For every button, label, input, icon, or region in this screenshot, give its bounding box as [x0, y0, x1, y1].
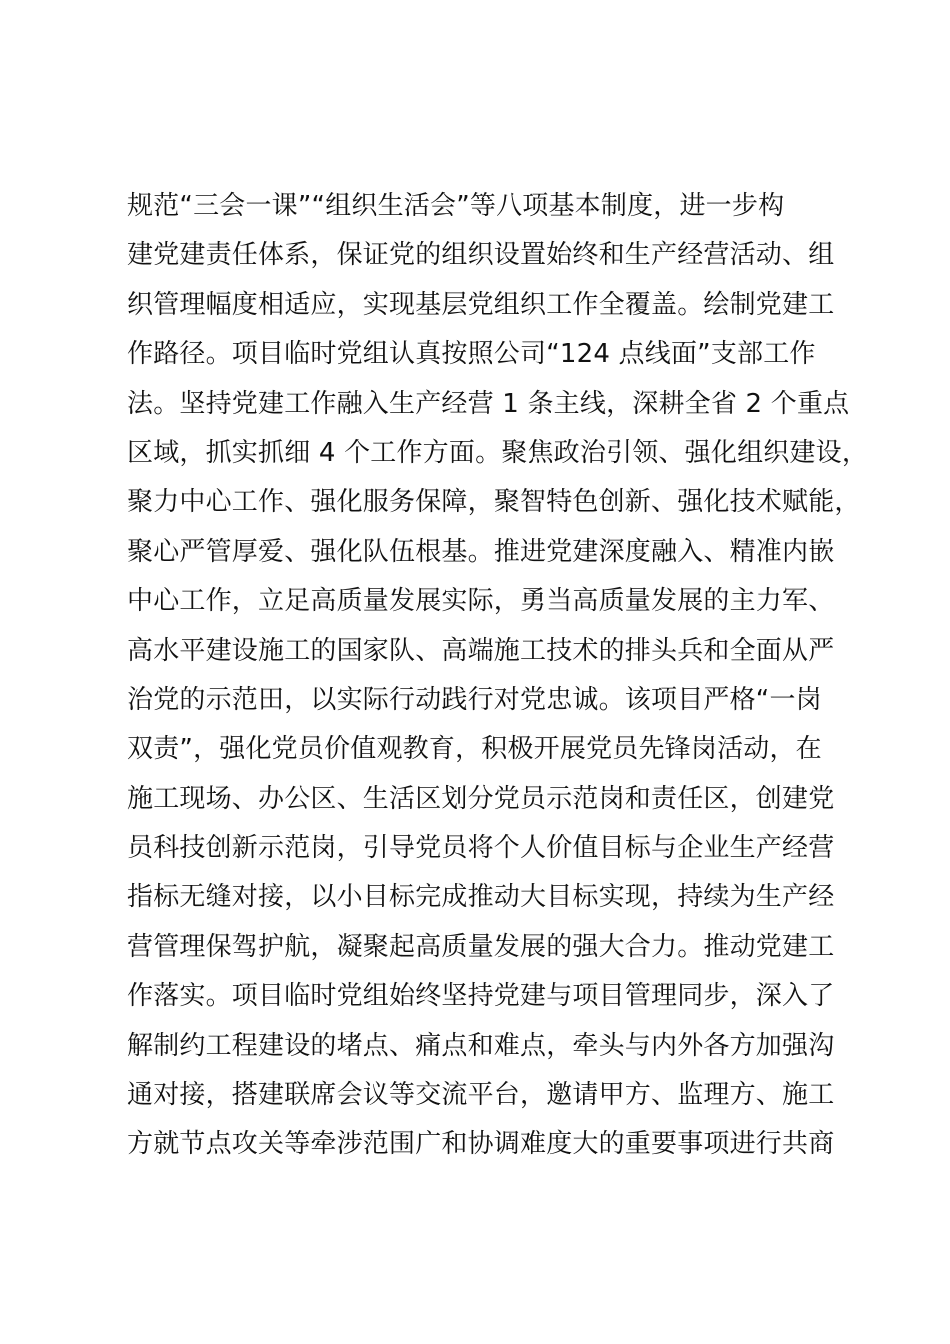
text-line: 聚力中心工作、强化服务保障，聚智特色创新、强化技术赋能，	[127, 487, 861, 518]
text-line: 通对接，搭建联席会议等交流平台，邀请甲方、监理方、施工	[127, 1080, 835, 1111]
text-line: 解制约工程建设的堵点、痛点和难点，牵头与内外各方加强沟	[127, 1030, 835, 1061]
text-line: 规范“三会一课”“组织生活会”等八项基本制度，进一步构	[127, 191, 785, 221]
text-line: 区域，抓实抓细 4 个工作方面。聚焦政治引领、强化组织建设，	[127, 437, 869, 468]
text-line: 建党建责任体系，保证党的组织设置始终和生产经营活动、组	[127, 240, 835, 271]
text-line: 双责”，强化党员价值观教育，积极开展党员先锋岗活动，在	[127, 734, 822, 765]
text-line: 施工现场、办公区、生活区划分党员示范岗和责任区，创建党	[127, 783, 835, 814]
text-line: 高水平建设施工的国家队、高端施工技术的排头兵和全面从严	[127, 635, 835, 666]
body-paragraph	[127, 182, 869, 1170]
text-line: 中心工作，立足高质量发展实际，勇当高质量发展的主力军、	[127, 586, 835, 617]
text-line: 作落实。项目临时党组始终坚持党建与项目管理同步，深入了	[127, 981, 835, 1012]
text-line: 指标无缝对接，以小目标完成推动大目标实现，持续为生产经	[127, 882, 835, 913]
text-line: 营管理保驾护航，凝聚起高质量发展的强大合力。推动党建工	[127, 931, 835, 962]
text-line: 员科技创新示范岗，引导党员将个人价值目标与企业生产经营	[127, 833, 835, 864]
text-line: 作路径。项目临时党组认真按照公司“124 点线面”支部工作	[127, 339, 816, 370]
text-line: 织管理幅度相适应，实现基层党组织工作全覆盖。绘制党建工	[127, 289, 835, 320]
text-line: 治党的示范田，以实际行动践行对党忠诚。该项目严格“一岗	[127, 684, 822, 715]
text-line: 法。坚持党建工作融入生产经营 1 条主线，深耕全省 2 个重点	[127, 388, 850, 419]
text-line: 聚心严管厚爱、强化队伍根基。推进党建深度融入、精准内嵌	[127, 536, 835, 567]
text-line: 方就节点攻关等牵涉范围广和协调难度大的重要事项进行共商	[127, 1129, 835, 1160]
